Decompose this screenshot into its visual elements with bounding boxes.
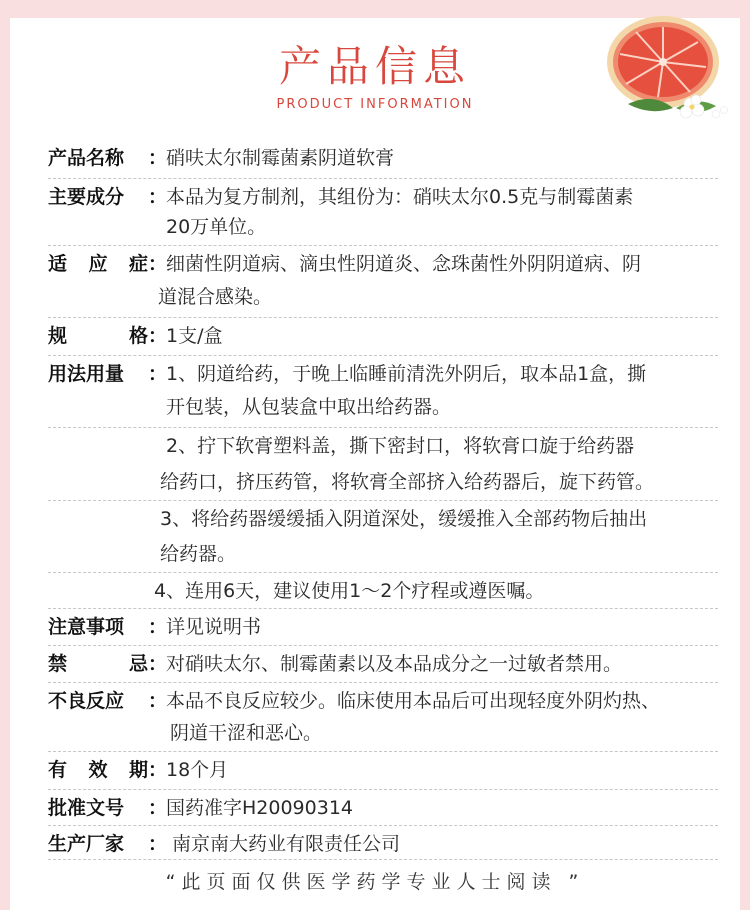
- field-value: 详见说明书: [166, 616, 262, 638]
- field-value-line2: 给药口，挤压药管，将软膏全部挤入给药器后，旋下药管。: [160, 471, 655, 493]
- field-value: 对硝呋太尔、制霉菌素以及本品成分之一过敏者禁用。: [166, 653, 623, 675]
- colon: ：: [148, 797, 168, 819]
- label-char: 禁: [48, 653, 68, 675]
- field-value-line1: 细菌性阴道病、滴虫性阴道炎、念珠菌性外阴阴道病、阴: [166, 253, 642, 275]
- field-value-line2: 阴道干涩和恶心。: [170, 722, 323, 744]
- field-label: 注意事项: [48, 616, 125, 638]
- field-usage-step3: [48, 500, 718, 573]
- field-manufacturer: [48, 825, 718, 860]
- field-usage-step2: [48, 427, 718, 501]
- label-char: 规: [48, 325, 68, 347]
- label-char: 应: [88, 253, 108, 275]
- field-label: 主要成分: [48, 186, 125, 208]
- field-value-line1: 2、拧下软膏塑料盖，撕下密封口，将软膏口旋于给药器: [166, 435, 635, 457]
- field-usage-step4: [48, 572, 718, 609]
- field-value-line2: 给药器。: [160, 543, 237, 565]
- page-title: 产品信息: [278, 42, 471, 91]
- label-char: 适: [48, 253, 68, 275]
- field-spec: [48, 317, 718, 356]
- colon: ：: [148, 253, 168, 275]
- field-value: 国药准字H20090314: [166, 797, 353, 819]
- field-value-line1: 3、将给药器缓缓插入阴道深处，缓缓推入全部药物后抽出: [160, 508, 648, 530]
- field-value-line1: 1、阴道给药，于晚上临睡前清洗外阴后，取本品1盒，撕: [166, 363, 647, 385]
- colon: ：: [148, 147, 168, 169]
- colon: ：: [148, 653, 168, 675]
- field-contraindications: [48, 645, 718, 683]
- field-adverse-reactions: [48, 682, 718, 752]
- field-ingredients: [48, 178, 718, 246]
- field-value: 南京南大药业有限责任公司: [172, 833, 401, 855]
- field-usage-step1: [48, 355, 718, 428]
- label-char: 有: [48, 759, 68, 781]
- field-indications: [48, 245, 718, 318]
- field-precautions: [48, 608, 718, 646]
- field-expiry: [48, 751, 718, 790]
- field-value: 硝呋太尔制霉菌素阴道软膏: [166, 147, 395, 169]
- field-value-line1: 本品不良反应较少。临床使用本品后可出现轻度外阴灼热、: [166, 690, 661, 712]
- colon: ：: [148, 616, 168, 638]
- field-label: 产品名称: [48, 147, 125, 169]
- label-char: 效: [88, 759, 108, 781]
- label-char: 期: [128, 759, 148, 781]
- field-product-name: [48, 139, 718, 179]
- field-approval-number: [48, 789, 718, 826]
- field-value-line2: 开包装，从包装盒中取出给药器。: [166, 396, 452, 418]
- colon: ：: [148, 690, 168, 712]
- page-subtitle: PRODUCT INFORMATION: [276, 97, 474, 112]
- field-label: 批准文号: [48, 797, 125, 819]
- field-label: [48, 645, 148, 684]
- grapefruit-illustration: [598, 12, 738, 127]
- field-value: 18个月: [166, 759, 229, 781]
- footer-disclaimer: “此页面仅供医学药学专业人士阅读 ”: [165, 871, 585, 893]
- colon: ：: [148, 833, 168, 855]
- field-value-line2: 道混合感染。: [158, 286, 273, 308]
- colon: ：: [148, 759, 168, 781]
- field-label: [48, 245, 148, 284]
- colon: ：: [148, 325, 168, 347]
- field-label: [48, 751, 148, 790]
- field-value-line1: 本品为复方制剂，其组份为：硝呋太尔0.5克与制霉菌素: [166, 186, 634, 208]
- field-label: 生产厂家: [48, 833, 125, 855]
- colon: ：: [148, 186, 168, 208]
- field-label: 用法用量: [48, 363, 125, 385]
- label-char: 忌: [128, 653, 148, 675]
- field-label: 不良反应: [48, 690, 125, 712]
- field-value: 1支/盒: [166, 325, 223, 347]
- colon: ：: [148, 363, 168, 385]
- field-value-line2: 20万单位。: [166, 216, 267, 238]
- field-label: [48, 317, 148, 356]
- label-char: 症: [128, 253, 148, 275]
- label-char: 格: [128, 325, 148, 347]
- field-value: 4、连用6天，建议使用1～2个疗程或遵医嘱。: [154, 580, 545, 602]
